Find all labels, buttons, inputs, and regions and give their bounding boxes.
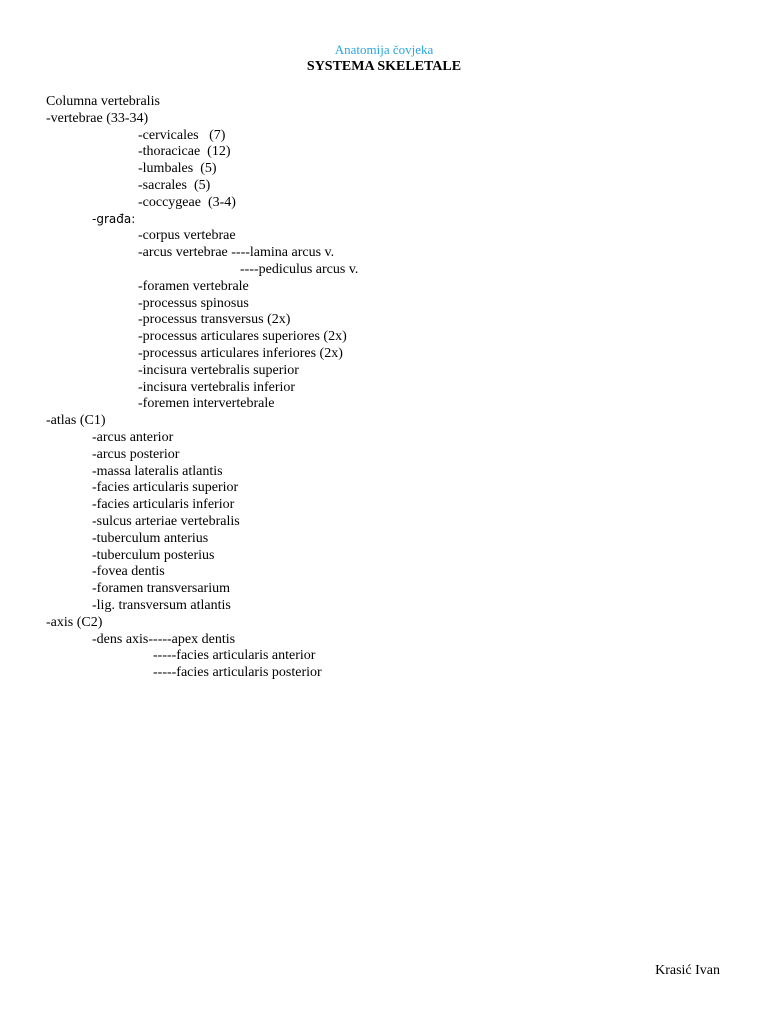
outline-line: -incisura vertebralis inferior [138, 379, 296, 395]
outline-line: -građa: [92, 211, 136, 226]
outline-line: -facies articularis superior [92, 480, 239, 496]
outline-line: -thoracicae (12) [138, 144, 231, 160]
outline-line: -dens axis-----apex dentis [92, 631, 236, 647]
outline-line: -massa lateralis atlantis [92, 463, 223, 479]
outline-line: -sulcus arteriae vertebralis [92, 514, 240, 529]
outline-line: -tuberculum posterius [92, 547, 215, 563]
outline-line: -foramen vertebrale [138, 278, 249, 294]
outline-line: -----facies articularis posterior [153, 665, 322, 681]
outline-line: -lig. transversum atlantis [92, 598, 231, 613]
outline-line: -processus spinosus [138, 295, 249, 311]
outline-line: -axis (C2) [46, 614, 103, 630]
document-title: SYSTEMA SKELETALE [306, 59, 462, 74]
outline-line: -foremen intervertebrale [138, 396, 275, 412]
outline-line: -----facies articularis anterior [153, 648, 316, 664]
outline-line: Columna vertebralis [46, 94, 160, 109]
outline-line: -corpus vertebrae [138, 228, 236, 244]
outline-line: -arcus posterior [92, 446, 180, 462]
outline-line: -processus articulares inferiores (2x) [138, 346, 343, 361]
outline-line: -tuberculum anterius [92, 530, 209, 546]
outline-line: -arcus vertebrae ----lamina arcus v. [138, 245, 335, 261]
outline-line: -processus transversus (2x) [138, 312, 291, 328]
outline-line: -vertebrae (33-34) [46, 110, 149, 126]
document-subtitle: Anatomija čovjeka [334, 42, 434, 57]
outline-line: -cervicales (7) [138, 127, 226, 143]
outline-line: -arcus anterior [92, 430, 174, 445]
outline-line: -lumbales (5) [138, 161, 217, 177]
outline-line: ----pediculus arcus v. [240, 262, 359, 277]
outline-line: -incisura vertebralis superior [138, 362, 299, 378]
outline-line: -fovea dentis [92, 564, 165, 580]
outline-line: -facies articularis inferior [92, 497, 235, 513]
author-footer: Krasić Ivan [655, 963, 720, 978]
outline-line: -foramen transversarium [92, 581, 230, 597]
outline-line: -coccygeae (3-4) [138, 194, 236, 210]
outline-line: -processus articulares superiores (2x) [138, 329, 347, 345]
outline-line: -sacrales (5) [138, 178, 211, 193]
outline-line: -atlas (C1) [46, 413, 106, 429]
